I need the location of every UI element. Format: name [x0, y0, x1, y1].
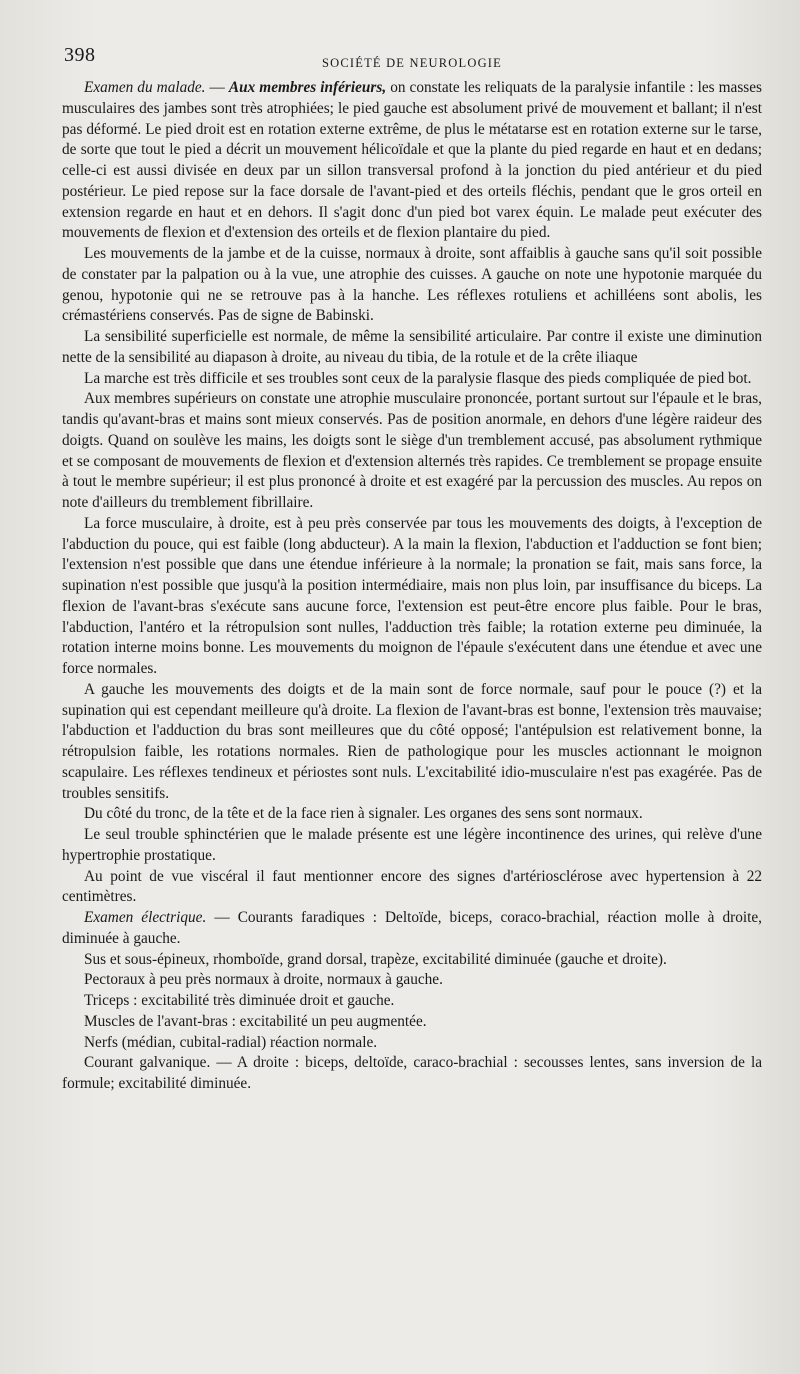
- paragraph-text: La marche est très difficile et ses troubles sont ceux de la paralysie flasque des pieds compliquée de pied bot.: [84, 369, 752, 387]
- paragraph-lead: Examen du malade.: [84, 79, 206, 96]
- paragraph-text: La force musculaire, à droite, est à peu près conservée par tous les mouvements des doigts, à l'exception de l'abduction du pouce, qui est faible (long abducteur). A la main la flexion, l'abduction et l'adduction se font bien; l'extension n'est possible que dans une étendue inférieure à la normale; la pronation se fait, mais sans force, la supination n'est possible que jusqu'à la position intermédiaire, mais non plus loin, par insuffisance du biceps. La flexion de l'avant-bras s'exécute sans aucune force, l'extension est peut-être encore plus faible. Pour le bras, l'abduction, l'antéro et la rétropulsion sont nulles, l'adduction très faible; la rotation externe peu diminuée, la rotation interne moins bonne. Les mouvements du moignon de l'épaule s'exécutent dans une étendue et avec une force normales.: [62, 514, 762, 677]
- paragraph: [62, 970, 762, 991]
- paragraph: [62, 1053, 762, 1095]
- paragraph: [62, 244, 762, 327]
- paragraph-text: on constate les reliquats de la paralysie infantile : les masses musculaires des jambes sont très atrophiées; le pied gauche est absolument privé de mouvement et ballant; il n'est pas déformé. Le pied droit est en rotation externe extrême, de plus le métatarse est en rotation externe sur le tarse, de sorte que tout le pied a décrit un mouvement hélicoïdale et que la plante du pied regarde en haut et en dedans; celle-ci est aussi divisée en deux par un sillon transversal profond à la jonction du pied antérieur et du pied postérieur. Le pied repose sur la face dorsale de l'avant-pied et des orteils fléchis, pendant que le gros orteil en extension regarde en haut et en dehors. Il s'agit donc d'un pied bot varex équin. Le malade peut exécuter des mouvements de flexion et d'extension des orteils et de flexion plantaire du pied.: [62, 79, 762, 242]
- paragraph: [62, 1012, 762, 1033]
- page-number: 398: [64, 44, 96, 66]
- paragraph: [62, 369, 762, 390]
- paragraph-subhead: Aux membres inférieurs,: [228, 79, 387, 96]
- paragraph-text: Courants faradiques : Deltoïde, biceps, coraco-brachial, réaction molle à droite, diminuée à gauche.: [62, 909, 762, 947]
- paragraph-text: Les mouvements de la jambe et de la cuisse, normaux à droite, sont affaiblis à gauche sans qu'il soit possible de constater par la palpation ou à la vue, une atrophie des cuisses. A gauche on note une hypotonie marquée du genou, hypotonie qui ne se retrouve pas à la hanche. Les réflexes rotuliens et achilléens sont abolis, les crémastériens conservés. Pas de signe de Babinski.: [62, 245, 762, 325]
- paragraph-examen-electrique: [62, 908, 762, 950]
- paragraph-text: Courant galvanique. — A droite : biceps, deltoïde, caraco-brachial : secousses lentes, sans inversion de la formule; excitabilité diminuée.: [62, 1054, 762, 1092]
- paragraph: [62, 680, 762, 805]
- running-head: SOCIÉTÉ DE NEUROLOGIE: [321, 56, 503, 70]
- paragraph-text: Muscles de l'avant-bras : excitabilité un peu augmentée.: [84, 1012, 427, 1030]
- lead-separator: —: [206, 909, 238, 926]
- paragraph-text: Triceps : excitabilité très diminuée droit et gauche.: [84, 992, 395, 1009]
- lead-separator: —: [205, 79, 229, 96]
- paragraph: [62, 804, 762, 825]
- paragraph: [62, 867, 762, 909]
- paragraph-text: Le seul trouble sphinctérien que le malade présente est une légère incontinence des urines, qui relève d'une hypertrophie prostatique.: [62, 826, 762, 864]
- paragraph-text: Aux membres supérieurs on constate une atrophie musculaire prononcée, portant surtout sur l'épaule et le bras, tandis qu'avant-bras et mains sont mieux conservés. Pas de position anormale, en dehors d'une légère raideur des doigts. Quand on soulève les mains, les doigts sont le siège d'un tremblement accusé, pas absolument rythmique et se composant de mouvements de flexion et d'extension alternés très rapides. Ce tremblement se propage ensuite à tout le membre supérieur; il est plus prononcé à droite et est exagéré par la percussion des muscles. Au repos on note d'ailleurs du tremblement fibrillaire.: [62, 390, 762, 511]
- paragraph-examen-malade: [62, 78, 762, 244]
- paragraph: [62, 514, 762, 680]
- article-body: [62, 78, 762, 1095]
- paragraph-text: Pectoraux à peu près normaux à droite, normaux à gauche.: [84, 971, 443, 989]
- paragraph: [62, 991, 762, 1012]
- paragraph-text: Nerfs (médian, cubital-radial) réaction normale.: [84, 1033, 378, 1051]
- paragraph: [62, 950, 762, 971]
- paragraph-text: La sensibilité superficielle est normale, de même la sensibilité articulaire. Par contre il existe une diminution nette de la sensibilité au diapason à droite, au niveau du tibia, de la rotule et de la crête iliaque: [62, 328, 762, 366]
- paragraph-text: Au point de vue viscéral il faut mentionner encore des signes d'artériosclérose avec hypertension à 22 centimètres.: [62, 867, 762, 906]
- page-header: [62, 0, 762, 78]
- paragraph: [62, 389, 762, 514]
- paragraph-text: Du côté du tronc, de la tête et de la face rien à signaler. Les organes des sens sont normaux.: [84, 805, 643, 823]
- paragraph-text: Sus et sous-épineux, rhomboïde, grand dorsal, trapèze, excitabilité diminuée (gauche et droite).: [84, 950, 667, 968]
- paragraph-lead: Examen électrique.: [84, 909, 207, 926]
- paragraph-text: A gauche les mouvements des doigts et de la main sont de force normale, sauf pour le pouce (?) et la supination qui est cependant meilleure qu'à droite. La flexion de l'avant-bras est bonne, l'extension très mauvaise; l'abduction et l'adduction du bras sont meilleures que du côté opposé; l'antépulsion est relativement bonne, la rétropulsion faible, les rotations normales. Rien de pathologique pour les muscles actionnant le moignon scapulaire. Les réflexes tendineux et périostes sont nuls. L'excitabilité idio-musculaire n'est pas exagérée. Pas de troubles sensitifs.: [62, 680, 762, 802]
- paragraph: [62, 327, 762, 369]
- paragraph: [62, 825, 762, 867]
- paragraph: [62, 1033, 762, 1054]
